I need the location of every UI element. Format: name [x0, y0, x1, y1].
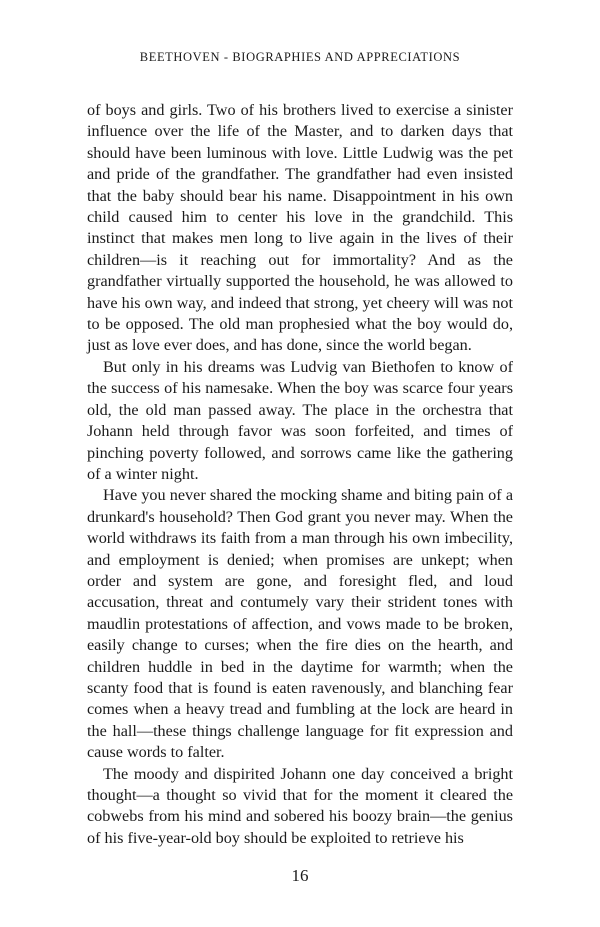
paragraph-1: of boys and girls. Two of his brothers lived to exercise a sinister influence over the life of the Master, and to darken days that should have been luminous with love. Little Ludwig was the pet and pride of the grandfather. The grandfather had even insisted that the baby should bear his name. Disappointment in his own child caused him to center his love in the grandchild. This instinct that makes men long to live again in the lives of their children—is it reaching out for immortality? And as the grandfather virtually supported the household, he was allowed to have his own way, and indeed that strong, yet cheery will was not to be opposed. The old man prophesied what the boy would do, just as love ever does, and has done, since the world began. — [87, 101, 513, 355]
body-text — [87, 100, 513, 849]
running-head: BEETHOVEN - BIOGRAPHIES AND APPRECIATIONS — [139, 50, 461, 64]
paragraph-4: The moody and dispirited Johann one day conceived a bright thought—a thought so vivid that for the moment it cleared the cobwebs from his mind and sobered his boozy brain—the genius of his five-year-old boy should be exploited to retrieve his — [87, 764, 513, 847]
paragraph-3: Have you never shared the mocking shame and biting pain of a drunkard's household? Then God grant you never may. When the world withdraws its faith from a man through his own imbecility, and employment is denied; when promises are unkept; when order and system are gone, and foresight fled, and loud accusation, threat and contumely vary their strident tones with maudlin protestations of affection, and vows made to be broken, easily change to curses; when the fire dies on the hearth, and children huddle in bed in the daytime for warmth; when the scanty food that is found is eaten ravenously, and blanching fear comes when a heavy tread and fumbling at the lock are heard in the hall—these things challenge language for fit expression and cause words to falter. — [87, 486, 513, 762]
paragraph-2: But only in his dreams was Ludvig van Biethofen to know of the success of his namesake. When the boy was scarce four years old, the old man passed away. The place in the orchestra that Johann held through favor was soon forfeited, and times of pinching poverty followed, and sorrows came like the gathering of a winter night. — [87, 357, 513, 483]
page-number: 16 — [291, 866, 309, 885]
